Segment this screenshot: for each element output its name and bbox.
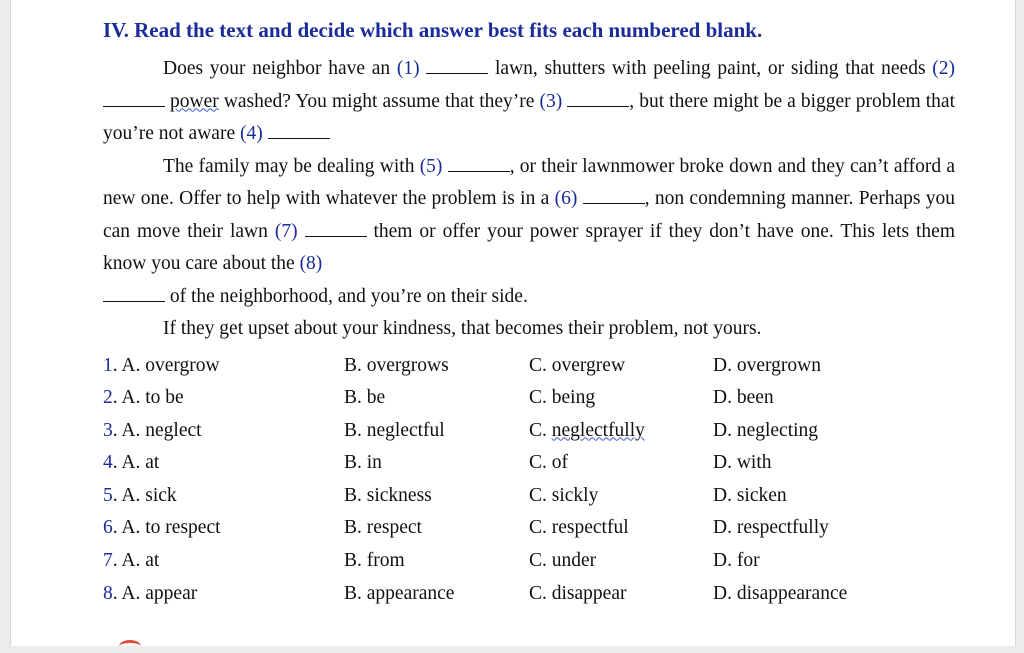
answer-blank[interactable] [448, 157, 510, 172]
option-a[interactable] [103, 350, 344, 383]
option-a-label: . A. at [112, 452, 160, 474]
blank-number: (8) [299, 253, 323, 274]
text-segment: Does your neighbor have an [163, 58, 397, 79]
text-segment: , non condemning manner. Perhaps you can move their lawn [103, 188, 955, 242]
text-segment: them or offer your power sprayer if they don’t have one. This lets them know you care about the [103, 220, 955, 274]
question-number: 2 [103, 387, 113, 409]
option-a-label: . A. overgrow [112, 354, 220, 376]
option-b[interactable]: B. appearance [344, 582, 455, 604]
blank-number: (3) [539, 90, 563, 112]
option-a[interactable] [103, 545, 344, 578]
option-c[interactable]: C. sickly [529, 484, 599, 506]
option-b[interactable]: B. neglectful [344, 419, 445, 441]
exercise-title: IV. Read the text and decide which answer best fits each numbered blank. [103, 18, 763, 42]
option-d[interactable]: D. respectfully [713, 517, 829, 539]
question-row [103, 447, 955, 480]
blank-number: (1) [396, 58, 420, 79]
question-row [103, 350, 955, 383]
text-segment: The family may be dealing with [163, 155, 420, 177]
question-number: 6 [103, 517, 113, 539]
option-a[interactable] [103, 578, 344, 611]
paragraph-1 [103, 53, 955, 151]
option-a-label: . A. to respect [112, 517, 221, 539]
option-c[interactable]: C. disappear [529, 582, 627, 604]
option-d[interactable]: D. neglecting [713, 419, 819, 441]
option-c[interactable] [529, 415, 713, 448]
option-b[interactable]: B. be [344, 387, 386, 409]
text-segment: of the neighborhood, and you’re on their side. [165, 285, 528, 307]
question-number: 4 [103, 452, 113, 474]
option-c[interactable]: C. overgrew [529, 354, 626, 376]
paragraph-3: If they get upset about your kindness, that becomes their problem, not yours. [163, 318, 762, 339]
question-row [103, 545, 955, 578]
paragraph-2 [103, 151, 955, 314]
option-a[interactable] [103, 447, 344, 480]
option-a[interactable] [103, 480, 344, 513]
blank-number: (4) [239, 123, 263, 144]
spellcheck-word: power [170, 90, 219, 112]
question-number: 3 [103, 419, 113, 441]
spellcheck-word: neglectfully [551, 419, 645, 441]
option-d[interactable]: D. with [713, 452, 772, 474]
answer-blank[interactable] [426, 59, 488, 74]
blank-number: (2) [932, 58, 955, 79]
question-number: 5 [103, 484, 113, 506]
option-c[interactable]: C. of [529, 452, 568, 474]
option-c[interactable]: C. being [529, 387, 596, 409]
question-number: 8 [103, 582, 113, 604]
answer-blank[interactable] [567, 92, 629, 107]
question-row [103, 415, 955, 448]
option-c-prefix: C. [529, 419, 552, 441]
option-c[interactable]: C. under [529, 550, 597, 572]
blank-number: (7) [274, 220, 298, 242]
option-a[interactable] [103, 512, 344, 545]
option-a-label: . A. to be [112, 387, 184, 409]
answer-blank[interactable] [268, 124, 330, 139]
option-d[interactable]: D. for [713, 550, 760, 572]
answer-options [103, 350, 955, 611]
option-a-label: . A. neglect [112, 419, 202, 441]
blank-number: (5) [419, 155, 443, 177]
option-d[interactable]: D. sicken [713, 484, 787, 506]
option-a[interactable] [103, 415, 344, 448]
option-d[interactable]: D. been [713, 387, 774, 409]
option-a-label: . A. sick [112, 484, 177, 506]
text-segment: , but there might be a bigger problem that you’re not aware [103, 90, 955, 144]
answer-blank[interactable] [305, 222, 367, 237]
question-row [103, 480, 955, 513]
option-b[interactable]: B. sickness [344, 484, 432, 506]
option-a[interactable] [103, 382, 344, 415]
text-segment: , or their lawnmower broke down and they can’t afford a new one. Offer to help with whatever the problem is in a [103, 155, 955, 209]
option-b[interactable]: B. overgrows [344, 354, 449, 376]
option-b[interactable]: B. respect [344, 517, 422, 539]
question-row [103, 382, 955, 415]
text-segment: washed? You might assume that they’re [218, 90, 540, 112]
option-c[interactable]: C. respectful [529, 517, 629, 539]
option-a-label: . A. appear [112, 582, 198, 604]
option-b[interactable]: B. from [344, 550, 405, 572]
document-page [10, 0, 1016, 646]
question-row [103, 512, 955, 545]
blank-number: (6) [554, 188, 578, 209]
text-segment: lawn, shutters with peeling paint, or siding that needs [488, 58, 933, 79]
question-number: 7 [103, 550, 113, 572]
exercise-content [103, 18, 955, 610]
answer-blank[interactable] [103, 287, 165, 302]
option-a-label: . A. at [112, 550, 160, 572]
question-number: 1 [103, 354, 113, 376]
annotation-mark [119, 640, 141, 653]
option-d[interactable]: D. disappearance [713, 582, 848, 604]
option-b[interactable]: B. in [344, 452, 382, 474]
answer-blank[interactable] [583, 189, 645, 204]
question-row [103, 578, 955, 611]
answer-blank[interactable] [103, 92, 165, 107]
option-d[interactable]: D. overgrown [713, 354, 821, 376]
